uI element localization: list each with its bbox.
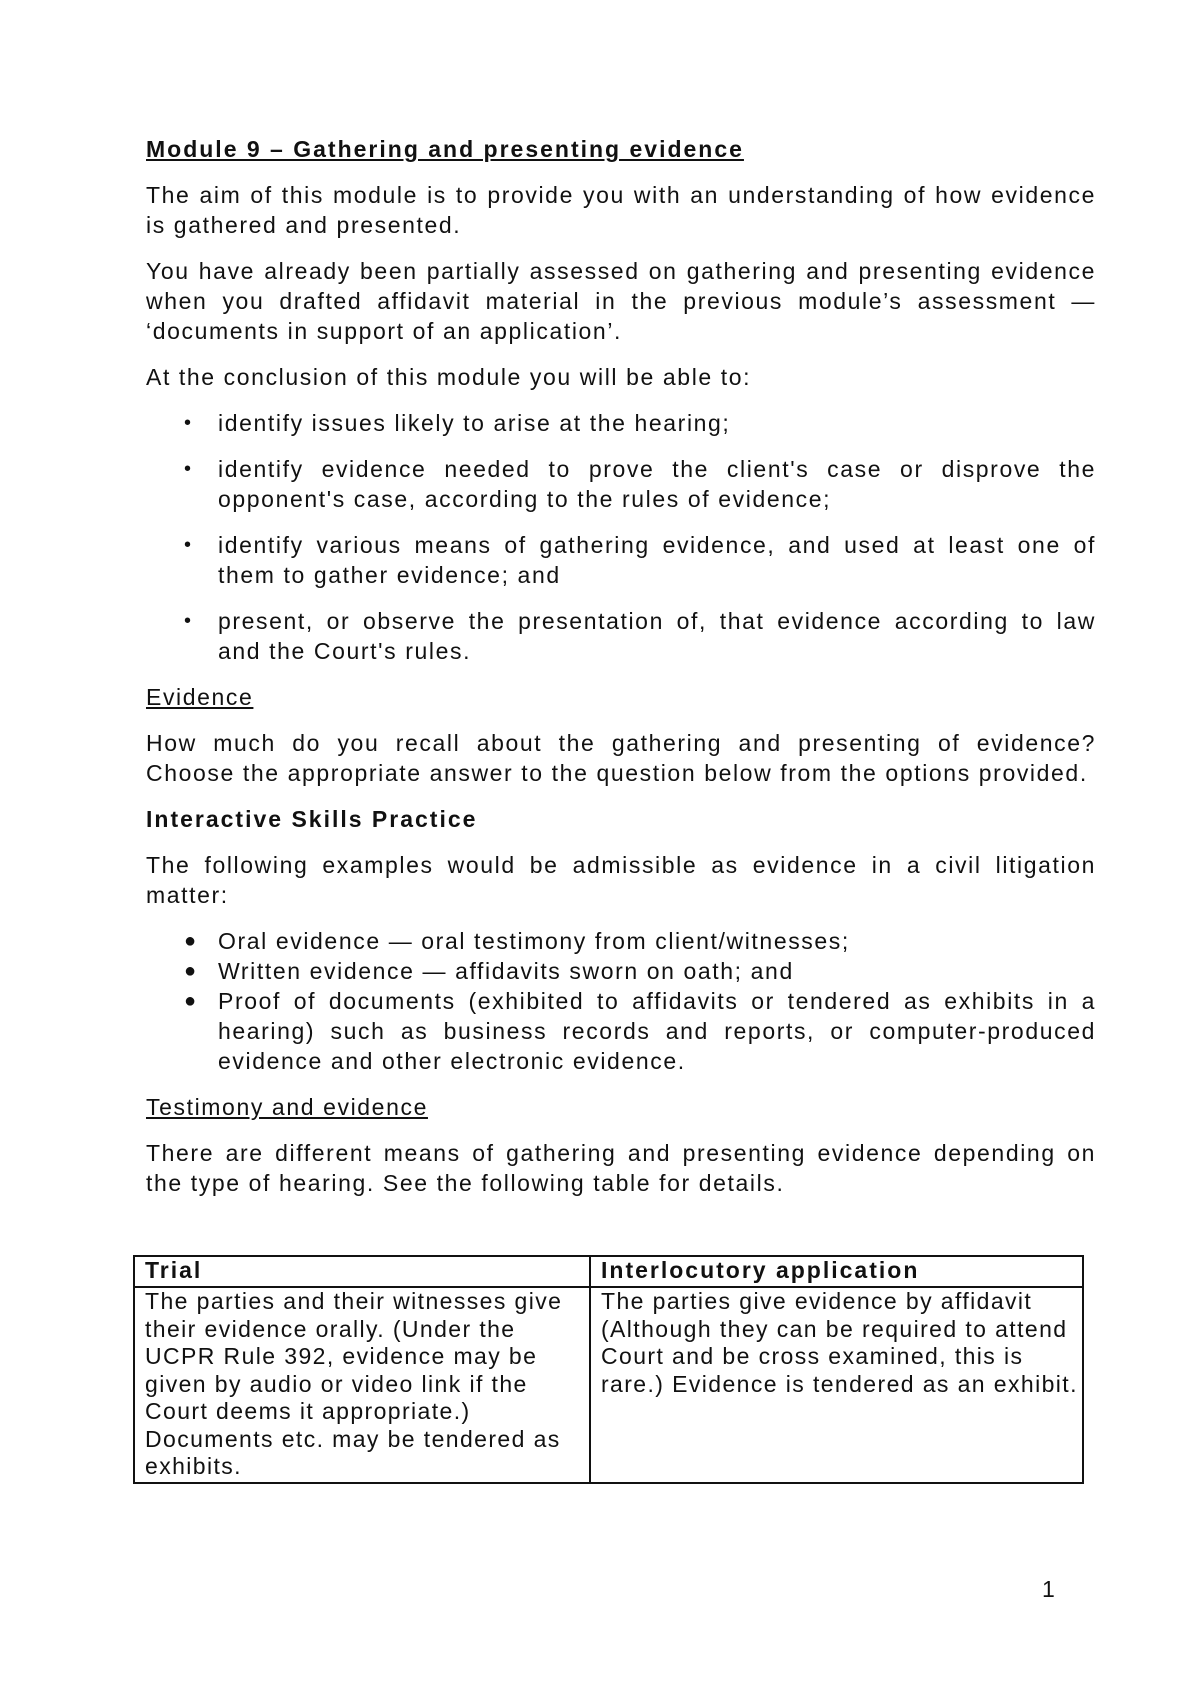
table-row: [134, 1287, 1083, 1483]
bullet-icon: ●: [184, 960, 198, 982]
bullet-icon: •: [184, 534, 193, 556]
evidence-paragraph: How much do you recall about the gathering and presenting of evidence? Choose the appropriate answer to the question below from the options provided.: [146, 730, 1096, 786]
admissible-evidence-list: [146, 926, 1096, 1076]
testimony-paragraph: There are different means of gathering and presenting evidence depending on the type of hearing. See the following table for details.: [146, 1140, 1096, 1196]
evidence-heading: Evidence: [146, 684, 254, 710]
bullet-icon: •: [184, 458, 193, 480]
outcome-item: • present, or observe the presentation of, that evidence according to law and the Court's rules.: [184, 608, 1096, 664]
table-header-row: [134, 1256, 1083, 1287]
intro-paragraph-1: The aim of this module is to provide you with an understanding of how evidence is gathered and presented.: [146, 182, 1096, 238]
outcome-item: • identify issues likely to arise at the hearing;: [184, 410, 731, 436]
intro-paragraph-3: At the conclusion of this module you will be able to:: [146, 364, 752, 390]
practice-heading: Interactive Skills Practice: [146, 806, 478, 832]
evidence-type-item: ● Oral evidence — oral testimony from client/witnesses;: [184, 928, 850, 954]
bullet-icon: ●: [184, 990, 198, 1012]
outcome-item: • identify various means of gathering evidence, and used at least one of them to gather evidence; and: [184, 532, 1096, 588]
intro-paragraph-2: You have already been partially assessed on gathering and presenting evidence when you drafted affidavit material in the previous module’s assessment — ‘documents in support of an application’.: [146, 258, 1096, 344]
cell-trial: The parties and their witnesses give their evidence orally. (Under the UCPR Rule 392, evidence may be given by audio or video link if the Court deems it appropriate.) Documents etc. may be tendered as exhibits.: [134, 1287, 590, 1483]
document-body: [146, 134, 1096, 1214]
practice-paragraph: The following examples would be admissible as evidence in a civil litigation matter:: [146, 852, 1096, 908]
module-title: Module 9 – Gathering and presenting evidence: [146, 136, 744, 162]
bullet-icon: ●: [184, 930, 198, 952]
outcome-item: • identify evidence needed to prove the client's case or disprove the opponent's case, according to the rules of evidence;: [184, 456, 1096, 512]
bullet-icon: •: [184, 610, 193, 632]
bullet-icon: •: [184, 412, 193, 434]
header-interlocutory: Interlocutory application: [590, 1256, 1083, 1287]
hearing-comparison-table: [133, 1255, 1084, 1484]
evidence-type-item: ● Proof of documents (exhibited to affidavits or tendered as exhibits in a hearing) such as business records and reports, or computer-produced evidence and other electronic evidence.: [184, 988, 1096, 1074]
evidence-type-item: ● Written evidence — affidavits sworn on oath; and: [184, 958, 794, 984]
cell-interlocutory: The parties give evidence by affidavit (Although they can be required to attend Court and be cross examined, this is rare.) Evidence is tendered as an exhibit.: [590, 1287, 1083, 1483]
page-number: 1: [1042, 1576, 1055, 1602]
testimony-heading: Testimony and evidence: [146, 1094, 428, 1120]
header-trial: Trial: [134, 1256, 590, 1287]
learning-outcomes-list: [146, 408, 1096, 666]
